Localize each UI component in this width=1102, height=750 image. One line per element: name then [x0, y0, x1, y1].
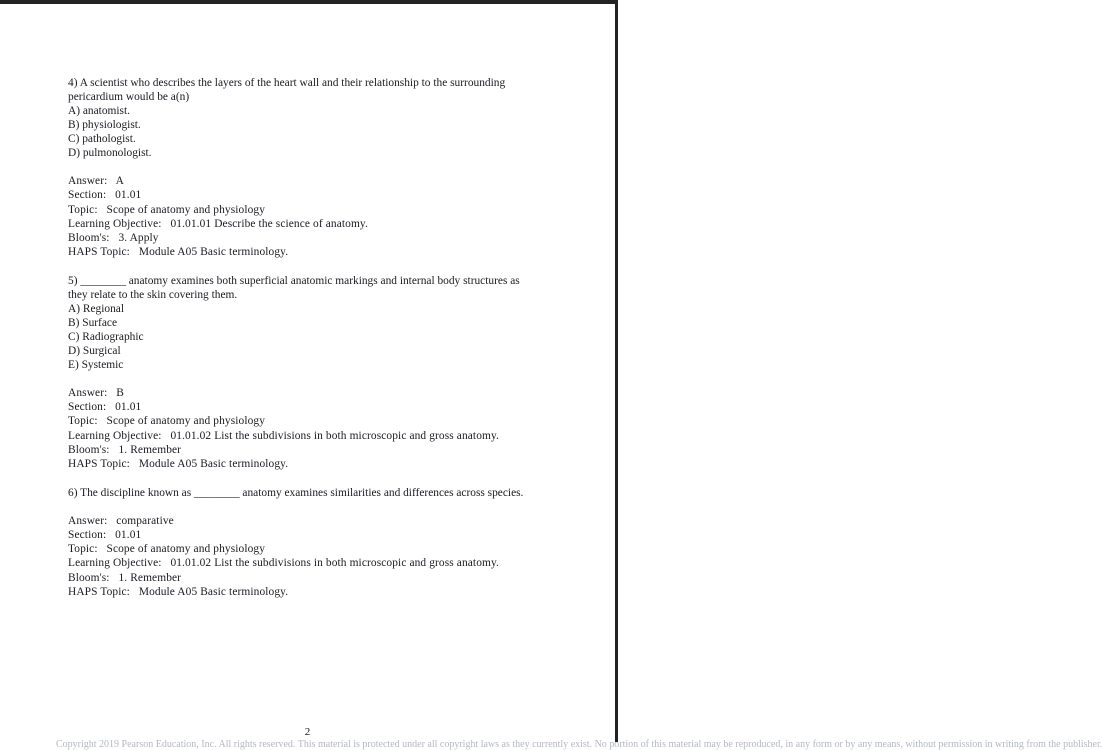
question-stem: 4) A scientist who describes the layers of the heart wall and their relationship to the surrounding pericardium would be a(n)	[68, 77, 506, 103]
metadata-blooms: Bloom's: 1. Remember	[68, 571, 182, 584]
copyright-text: Copyright 2019 Pearson Education, Inc. All rights reserved. This material is protected under all copyright laws as they currently exist. No portion of this material may be reproduced, in any form or by any means, without permission in writing from the publisher.	[56, 739, 1102, 750]
answer-option: C) Radiographic	[68, 330, 144, 343]
question-stem: 6) The discipline known as ________ anatomy examines similarities and differences across species.	[68, 486, 524, 499]
question-stem: 5) ________ anatomy examines both superficial anatomic markings and internal body structures as they relate to the skin covering them.	[68, 274, 520, 301]
answer-metadata-block	[68, 514, 542, 600]
answer-option: B) Surface	[68, 316, 118, 329]
question-block	[68, 274, 542, 372]
document-body	[68, 76, 542, 613]
metadata-answer: Answer: A	[68, 175, 124, 187]
answer-option: A) anatomist.	[68, 105, 131, 117]
metadata-blooms: Bloom's: 3. Apply	[68, 232, 159, 245]
answer-option: D) pulmonologist.	[68, 147, 152, 159]
metadata-section: Section: 01.01	[68, 528, 142, 541]
metadata-haps-topic: HAPS Topic: Module A05 Basic terminology.	[68, 246, 289, 259]
metadata-learning-objective: Learning Objective: 01.01.02 List the subdivisions in both microscopic and gross anatomy.	[68, 429, 500, 442]
answer-option: D) Surgical	[68, 344, 121, 357]
metadata-topic: Topic: Scope of anatomy and physiology	[68, 415, 266, 428]
question-block	[68, 486, 542, 500]
answer-option: C) pathologist.	[68, 133, 136, 145]
metadata-haps-topic: HAPS Topic: Module A05 Basic terminology.	[68, 586, 289, 599]
question-block	[68, 76, 542, 160]
metadata-learning-objective: Learning Objective: 01.01.02 List the subdivisions in both microscopic and gross anatomy.	[68, 557, 500, 570]
answer-option: E) Systemic	[68, 358, 124, 371]
metadata-answer: Answer: comparative	[68, 514, 174, 527]
metadata-learning-objective: Learning Objective: 01.01.01 Describe the science of anatomy.	[68, 217, 368, 230]
answer-metadata-block	[68, 386, 542, 472]
metadata-answer: Answer: B	[68, 386, 124, 399]
answer-metadata-block	[68, 174, 542, 260]
metadata-section: Section: 01.01	[68, 189, 142, 202]
metadata-topic: Topic: Scope of anatomy and physiology	[68, 203, 266, 216]
answer-option: B) physiologist.	[68, 119, 141, 131]
page-number: 2	[304, 726, 311, 738]
metadata-topic: Topic: Scope of anatomy and physiology	[68, 543, 266, 556]
copyright-footer	[56, 739, 1102, 750]
metadata-haps-topic: HAPS Topic: Module A05 Basic terminology.	[68, 458, 289, 471]
metadata-blooms: Bloom's: 1. Remember	[68, 443, 182, 456]
answer-option: A) Regional	[68, 302, 124, 315]
metadata-section: Section: 01.01	[68, 401, 142, 414]
